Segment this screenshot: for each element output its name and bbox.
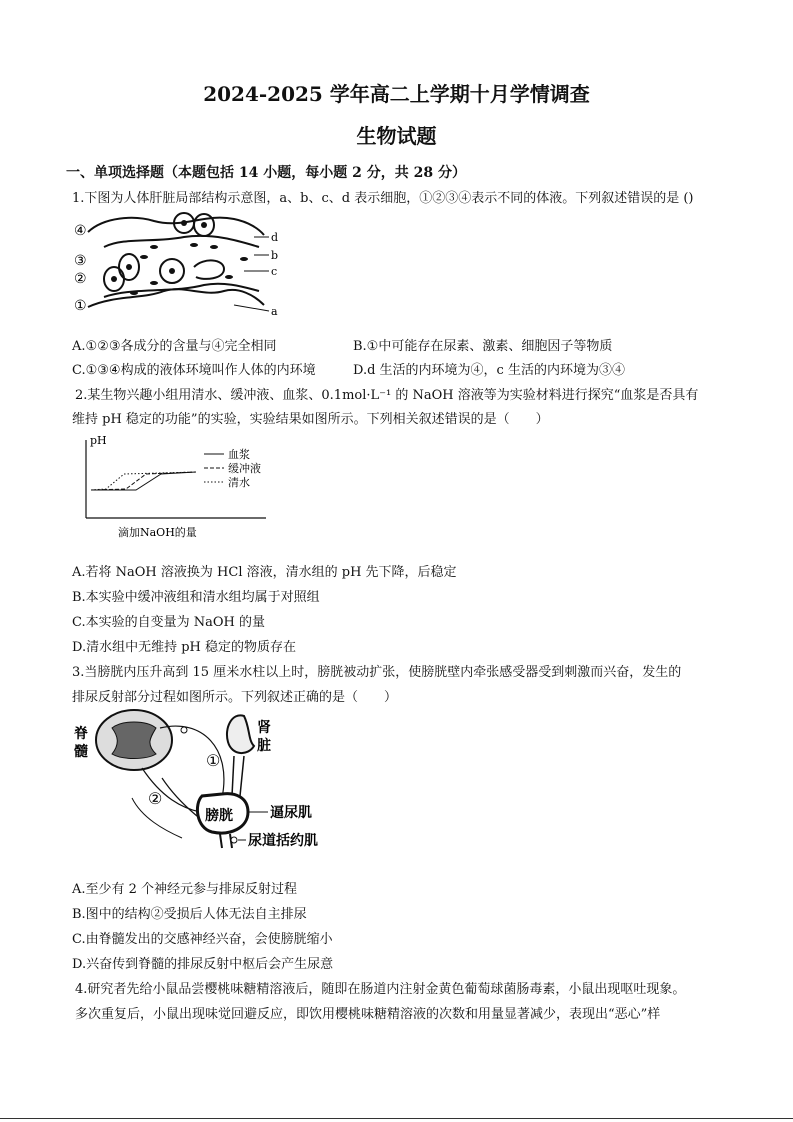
q1-option-d: D.d 生活的内环境为④，c 生活的内环境为③④: [353, 363, 625, 378]
q2-ph-chart: [76, 432, 276, 540]
q2-option-a: A.若将 NaOH 溶液换为 HCl 溶液，清水组的 pH 先下降，后稳定: [72, 565, 457, 580]
q2-legend-water: 清水: [228, 476, 250, 489]
q3-label-kidney-1: 肾: [257, 720, 271, 736]
q2-series-buffer: [91, 472, 196, 490]
q4-stem-line2: 多次重复后，小鼠出现味觉回避反应，即饮用樱桃味糖精溶液的次数和用量显著减少，表现出“恶心”样: [75, 1007, 661, 1022]
q3-label-1: ①: [206, 751, 221, 770]
q3-label-spinal-1: 脊: [74, 726, 88, 742]
q2-stem-line1: 2.某生物兴趣小组用清水、缓冲液、血浆、0.1mol·L⁻¹ 的 NaOH 溶液等为实验材料进行探究“血浆是否具有: [75, 388, 699, 403]
q1-label-d: d: [271, 231, 279, 244]
q3-stem-line1: 3.当膀胱内压升高到 15 厘米水柱以上时，膀胱被动扩张，使膀胱壁内牵张感受器受到刺激而兴奋，发生的: [72, 665, 682, 680]
q4-stem-line1: 4.研究者先给小鼠品尝樱桃味糖精溶液后，随即在肠道内注射金黄色葡萄球菌肠毒素，小鼠出现呕吐现象。: [75, 982, 686, 997]
q3-option-a: A.至少有 2 个神经元参与排尿反射过程: [72, 882, 298, 897]
q2-option-d: D.清水组中无维持 pH 稳定的物质存在: [72, 640, 297, 655]
q1-liver-diagram: [74, 207, 284, 317]
q2-option-b: B.本实验中缓冲液组和清水组均属于对照组: [72, 590, 320, 605]
q1-label-b: b: [271, 249, 279, 262]
q2-series-water: [91, 472, 196, 490]
q2-chart-xlabel: 滴加NaOH的量: [118, 526, 197, 539]
q1-label-c: c: [271, 265, 278, 278]
section-heading: 一、单项选择题（本题包括 14 小题，每小题 2 分，共 28 分）: [66, 165, 466, 181]
q1-label-3: ③: [74, 253, 87, 269]
q1-label-2: ②: [74, 271, 87, 287]
q3-label-sphincter: 尿道括约肌: [248, 833, 318, 849]
q3-stem-line2: 排尿反射部分过程如图所示。下列叙述正确的是（ ）: [72, 690, 398, 705]
q1-option-b: B.①中可能存在尿素、激素、细胞因子等物质: [353, 339, 613, 354]
q2-legend-plasma: 血浆: [228, 448, 250, 461]
page-title: 2024-2025 学年高二上学期十月学情调查: [203, 82, 590, 106]
q3-label-detrusor: 逼尿肌: [270, 805, 312, 821]
q3-reflex-diagram: [72, 708, 342, 858]
q1-option-a: A.①②③各成分的含量与④完全相同: [72, 339, 277, 354]
q3-option-b: B.图中的结构②受损后人体无法自主排尿: [72, 907, 307, 922]
q2-legend-buffer: 缓冲液: [228, 462, 261, 475]
q2-chart-ylabel: pH: [90, 434, 107, 447]
q1-label-4: ④: [74, 223, 87, 239]
q3-option-d: D.兴奋传到脊髓的排尿反射中枢后会产生尿意: [72, 957, 334, 972]
q2-stem-line2: 维持 pH 稳定的功能”的实验，实验结果如图所示。下列相关叙述错误的是（ ）: [72, 412, 549, 427]
q2-series-plasma: [91, 472, 196, 490]
page-subtitle: 生物试题: [356, 124, 437, 148]
q3-label-spinal-2: 髓: [74, 744, 88, 760]
q3-label-kidney-2: 脏: [257, 738, 271, 754]
q3-option-c: C.由脊髓发出的交感神经兴奋，会使膀胱缩小: [72, 932, 333, 947]
q1-option-c: C.①③④构成的液体环境叫作人体的内环境: [72, 363, 316, 378]
q2-option-c: C.本实验的自变量为 NaOH 的量: [72, 615, 266, 630]
q1-label-a: a: [271, 305, 278, 317]
q3-label-2: ②: [148, 789, 163, 808]
q1-stem: 1.下图为人体肝脏局部结构示意图，a、b、c、d 表示细胞，①②③④表示不同的体液。下列叙述错误的是 (): [72, 191, 694, 206]
q3-label-bladder: 膀胱: [205, 808, 233, 824]
q1-label-1: ①: [74, 298, 87, 314]
page-bottom-rule: [0, 1118, 793, 1119]
